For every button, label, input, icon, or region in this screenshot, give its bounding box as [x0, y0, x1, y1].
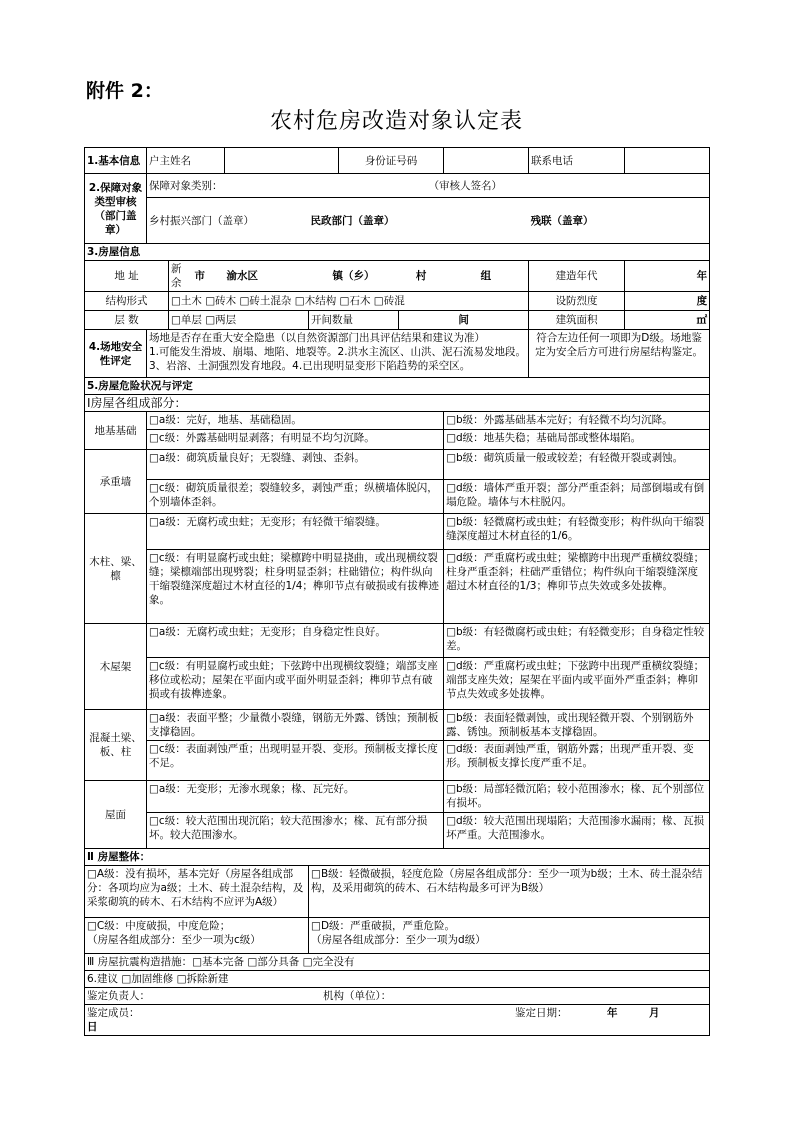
- address-label: 地 址: [85, 261, 169, 292]
- struct-options[interactable]: □土木 □砖木 □砖土混杂 □木结构 □石木 □砖混: [169, 292, 529, 311]
- grade-b-cell[interactable]: □b级：轻微腐朽或虫蛀；有轻微变形；构件纵向干缩裂缝深度超过木材直径的1/6。: [444, 514, 710, 550]
- grade-b-cell[interactable]: □b级：局部轻微沉陷；较小范围渗水；椽、瓦个别部位有损坏。: [444, 781, 710, 813]
- type-line: 保障对象类别：: [147, 174, 399, 198]
- component-name: 混凝土梁、板、柱: [85, 710, 147, 781]
- date-label: 鉴定日期：: [515, 1007, 568, 1019]
- dept-civil: 民政部门（盖章）: [309, 198, 529, 244]
- grade-b-cell[interactable]: □b级：外露基础基本完好；有轻微不均匀沉降。: [444, 412, 710, 430]
- owner-label: 户主姓名: [147, 148, 225, 174]
- dept-rural: 乡村振兴部门（盖章）: [147, 198, 309, 244]
- dept-disabled: 残联（盖章）: [529, 198, 710, 244]
- grade-a-cell[interactable]: □a级：无变形；无渗水现象；椽、瓦完好。: [147, 781, 444, 813]
- grade-d-cell[interactable]: □d级：较大范围出现塌陷；大范围渗水漏雨；椽、瓦损坏严重。大范围渗水。: [444, 813, 710, 849]
- grade-c-cell[interactable]: □c级：较大范围出现沉陷；较大范围渗水；椽、瓦有部分损坏。较大范围渗水。: [147, 813, 444, 849]
- phone-label: 联系电话: [529, 148, 625, 174]
- addr-shi: 市: [193, 261, 225, 292]
- floors-label: 层 数: [85, 311, 169, 330]
- addr-village: 村: [399, 261, 444, 292]
- addr-city: 新余: [169, 261, 193, 292]
- grade-c-note: （房屋各组成部分：至少一项为c级）: [87, 934, 261, 946]
- grade-b-cell[interactable]: □b级：砌筑质量一般或较差；有轻微开裂或剥蚀。: [444, 450, 710, 480]
- grade-c-cell[interactable]: □c级：外露基础明显剥落；有明显不均匀沉降。: [147, 430, 444, 450]
- reviewer-sign: （审核人签名）: [399, 174, 710, 198]
- annex-label: 附件 2：: [86, 80, 163, 102]
- grade-a-cell[interactable]: □a级：无腐朽或虫蛀；无变形；自身稳定性良好。: [147, 624, 444, 658]
- grade-c[interactable]: □C级：中度破损，中度危险；: [87, 920, 231, 932]
- component-name: 木柱、梁、檩: [85, 514, 147, 624]
- grade-c-cell[interactable]: □c级：表面剥蚀严重；出现明显开裂、变形。预制板支撑长度不足。: [147, 741, 444, 781]
- grade-d-cell[interactable]: □d级：严重腐朽或虫蛀；下弦跨中出现严重横纹裂缝；端部支座失效；屋架在平面内或平面外严重歪斜；榫卯节点失效或多处拔榫。: [444, 658, 710, 710]
- owner-value[interactable]: [225, 148, 339, 174]
- addr-group: 组: [444, 261, 529, 292]
- s5-label: 5.房屋危险状况与评定: [85, 378, 710, 395]
- site-question: 场地是否存在重大安全隐患（以自然资源部门出具评估结果和建议为准）: [149, 332, 485, 344]
- grade-b[interactable]: □B级：轻微破损，轻度危险（房屋各组成部分：至少一项为b级；土木、砖土混杂结构，及采用砌筑的砖木、石木结构最多可评为B级）: [309, 866, 710, 918]
- org-label: 机构（单位）：: [323, 990, 392, 1002]
- s3-label: 3.房屋信息: [85, 244, 710, 261]
- component-name: 承重墙: [85, 450, 147, 514]
- phone-value[interactable]: [625, 148, 710, 174]
- component-name: 屋面: [85, 781, 147, 849]
- part2-label: Ⅱ 房屋整体：: [85, 849, 710, 866]
- grade-a-cell[interactable]: □a级：表面平整；少量微小裂缝，钢筋无外露、锈蚀；预制板支撑稳固。: [147, 710, 444, 741]
- grade-a[interactable]: □A级：没有损坏，基本完好（房屋各组成部分：各项均应为a级；土木、砖土混杂结构，及采浆砌筑的砖木、石木结构不应评为A级）: [85, 866, 309, 918]
- grade-c-cell[interactable]: □c级：砌筑质量很差；裂缝较多，剥蚀严重；纵横墙体脱闪，个别墙体歪斜。: [147, 480, 444, 514]
- component-name: 木屋架: [85, 624, 147, 710]
- grade-d[interactable]: □D级：严重破损，严重危险。: [311, 920, 456, 932]
- id-value[interactable]: [444, 148, 529, 174]
- rooms-label: 开间数量: [309, 311, 399, 330]
- grade-b-cell[interactable]: □b级：表面轻微剥蚀，或出现轻微开裂、个别钢筋外露、锈蚀。预制板基本支撑稳固。: [444, 710, 710, 741]
- grade-d-cell[interactable]: □d级：墙体严重开裂；部分严重歪斜；局部倒塌或有倒塌危险。墙体与木柱脱闪。: [444, 480, 710, 514]
- doc-title: 农村危房改造对象认定表: [269, 109, 523, 134]
- date-day: 日: [87, 1021, 98, 1033]
- date-month: 月: [649, 1007, 660, 1019]
- id-label: 身份证号码: [339, 148, 444, 174]
- seismic-measures[interactable]: Ⅲ 房屋抗震构造措施：□基本完备 □部分具备 □完全没有: [85, 954, 710, 971]
- part1-label: Ⅰ房屋各组成部分：: [85, 395, 710, 412]
- date-year: 年: [607, 1007, 618, 1019]
- grade-a-cell[interactable]: □a级：无腐朽或虫蛀；无变形；有轻微干缩裂缝。: [147, 514, 444, 550]
- assessment-table: [84, 147, 710, 1036]
- grade-d-note: （房屋各组成部分：至少一项为d级）: [311, 934, 486, 946]
- resp-label: 鉴定负责人：: [87, 990, 150, 1002]
- site-note: 符合左边任何一项即为D级。场地鉴定为安全后方可进行房屋结构鉴定。: [529, 330, 710, 378]
- grade-d-cell[interactable]: □d级：表面剥蚀严重，钢筋外露；出现严重开裂、变形。预制板支撑长度严重不足。: [444, 741, 710, 781]
- struct-label: 结构形式: [85, 292, 169, 311]
- grade-a-cell[interactable]: □a级：砌筑质量良好；无裂缝、剥蚀、歪斜。: [147, 450, 444, 480]
- area-unit[interactable]: ㎡: [625, 311, 710, 330]
- addr-town: 镇（乡）: [309, 261, 399, 292]
- component-name: 地基基础: [85, 412, 147, 450]
- grade-c-cell[interactable]: □c级：有明显腐朽或虫蛀；梁檩跨中明显挠曲，或出现横纹裂缝；梁檩端部出现劈裂；柱身明显歪斜；柱础错位；构件纵向干缩裂缝深度超过木材直径的1/4；榫卯节点有破损或有拔榫迹象。: [147, 550, 444, 624]
- grade-a-cell[interactable]: □a级：完好，地基、基础稳固。: [147, 412, 444, 430]
- s2-label: 2.保障对象类型审核（部门盖章）: [85, 174, 147, 244]
- members-label: 鉴定成员：: [87, 1007, 140, 1019]
- floors-options[interactable]: □单层 □两层: [169, 311, 309, 330]
- year-unit[interactable]: 年: [625, 261, 710, 292]
- s4-label: 4.场地安全性评定: [85, 330, 147, 378]
- addr-district: 渝水区: [225, 261, 309, 292]
- seismic-label: 设防烈度: [529, 292, 625, 311]
- grade-c-cell[interactable]: □c级：有明显腐朽或虫蛀；下弦跨中出现横纹裂缝；端部支座移位或松动；屋架在平面内或平面外明显歪斜；榫卯节点有破损或有拔榫迹象。: [147, 658, 444, 710]
- site-detail: 1.可能发生滑坡、崩塌、地陷、地裂等。2.洪水主流区、山洪、泥石流易发地段。3、岩溶、土洞强烈发育地段。4.已出现明显变形下陷趋势的采空区。: [149, 346, 527, 372]
- area-label: 建筑面积: [529, 311, 625, 330]
- grade-b-cell[interactable]: □b级：有轻微腐朽或虫蛀；有轻微变形；自身稳定性较差。: [444, 624, 710, 658]
- grade-d-cell[interactable]: □d级：地基失稳；基础局部或整体塌陷。: [444, 430, 710, 450]
- grade-d-cell[interactable]: □d级：严重腐朽或虫蛀；梁檩跨中出现严重横纹裂缝；柱身严重歪斜；柱础严重错位；构件纵向干缩裂缝深度超过木材直径的1/3；榫卯节点失效或多处拔榫。: [444, 550, 710, 624]
- seismic-unit[interactable]: 度: [625, 292, 710, 311]
- suggestion-line[interactable]: 6.建议 □加固维修 □拆除新建: [85, 971, 710, 988]
- s1-label: 1.基本信息: [85, 148, 147, 174]
- rooms-unit[interactable]: 间: [399, 311, 529, 330]
- year-label: 建造年代: [529, 261, 625, 292]
